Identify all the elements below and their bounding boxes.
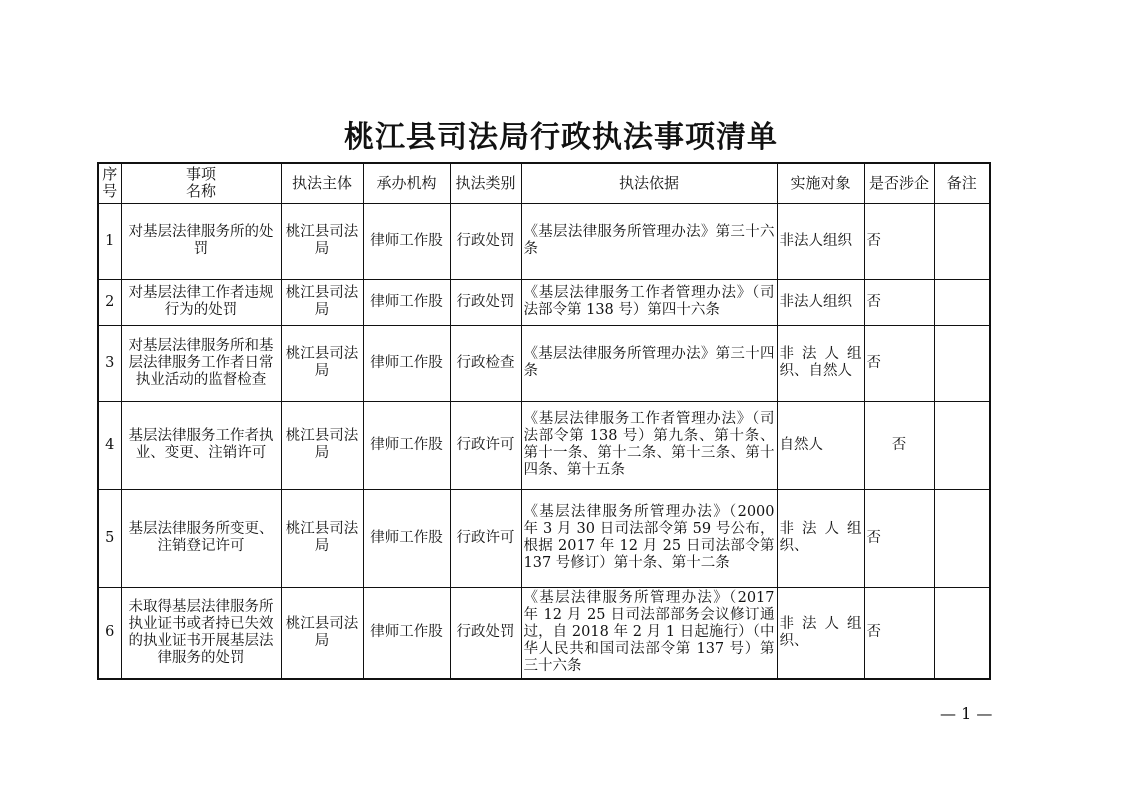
header-target: 实施对象 [777,163,864,203]
cell-basis: 《基层法律服务所管理办法》（2000 年 3 月 30 日司法部令第 59 号公布，根据 2017 年 12 月 25 日司法部令第 137 号修订）第十条、第十二条 [521,489,777,587]
cell-item-name: 未取得基层法律服务所执业证书或者持已失效的执业证书开展基层法律服务的处罚 [121,587,281,679]
header-item-name: 事项 名称 [121,163,281,203]
cell-category: 行政处罚 [450,279,521,325]
cell-seq: 6 [98,587,121,679]
cell-org: 律师工作股 [363,587,450,679]
cell-remark [934,401,990,489]
cell-basis: 《基层法律服务所管理办法》（2017 年 12 月 25 日司法部部务会议修订通过，自 2018 年 2 月 1 日起施行）（中华人民共和国司法部令第 137 号）第三十六条 [521,587,777,679]
cell-item-name: 对基层法律服务所和基层法律服务工作者日常执业活动的监督检查 [121,325,281,401]
cell-enterprise: 否 [864,203,934,279]
cell-target: 非法人组织 [777,279,864,325]
cell-remark [934,279,990,325]
header-basis: 执法依据 [521,163,777,203]
cell-item-name: 对基层法律服务所的处罚 [121,203,281,279]
cell-remark [934,587,990,679]
cell-enterprise: 否 [864,325,934,401]
cell-target: 非法人组织、自然人 [777,325,864,401]
cell-item-name: 基层法律服务工作者执业、变更、注销许可 [121,401,281,489]
cell-target: 非法人组织 [777,203,864,279]
cell-target: 自然人 [777,401,864,489]
cell-remark [934,325,990,401]
document-title: 桃江县司法局行政执法事项清单 [344,120,778,155]
table-row [98,489,990,587]
cell-subject: 桃江县司法局 [281,325,363,401]
cell-subject: 桃江县司法局 [281,587,363,679]
header-org: 承办机构 [363,163,450,203]
cell-target: 非法人组织、 [777,587,864,679]
cell-org: 律师工作股 [363,203,450,279]
cell-enterprise: 否 [864,401,934,489]
cell-basis: 《基层法律服务所管理办法》第三十四条 [521,325,777,401]
header-enterprise: 是否涉企 [864,163,934,203]
cell-item-name: 对基层法律工作者违规行为的处罚 [121,279,281,325]
cell-seq: 4 [98,401,121,489]
cell-enterprise: 否 [864,587,934,679]
cell-enterprise: 否 [864,489,934,587]
cell-remark [934,489,990,587]
cell-item-name: 基层法律服务所变更、注销登记许可 [121,489,281,587]
cell-basis: 《基层法律服务所管理办法》第三十六条 [521,203,777,279]
cell-org: 律师工作股 [363,325,450,401]
cell-org: 律师工作股 [363,279,450,325]
cell-subject: 桃江县司法局 [281,489,363,587]
cell-subject: 桃江县司法局 [281,203,363,279]
table-row [98,325,990,401]
cell-category: 行政处罚 [450,203,521,279]
cell-category: 行政检查 [450,325,521,401]
cell-subject: 桃江县司法局 [281,279,363,325]
table-row [98,401,990,489]
cell-seq: 5 [98,489,121,587]
cell-org: 律师工作股 [363,489,450,587]
cell-target: 非法人组织、 [777,489,864,587]
page-number: — 1 — [940,704,993,723]
cell-subject: 桃江县司法局 [281,401,363,489]
table-row [98,279,990,325]
cell-remark [934,203,990,279]
table-header-row [98,163,990,203]
header-category: 执法类别 [450,163,521,203]
cell-category: 行政许可 [450,489,521,587]
table-row [98,203,990,279]
table-row [98,587,990,679]
cell-category: 行政处罚 [450,587,521,679]
cell-category: 行政许可 [450,401,521,489]
cell-seq: 3 [98,325,121,401]
cell-basis: 《基层法律服务工作者管理办法》（司法部令第 138 号）第九条、第十条、第十一条、第十二条、第十三条、第十四条、第十五条 [521,401,777,489]
cell-seq: 1 [98,203,121,279]
header-subject: 执法主体 [281,163,363,203]
cell-basis: 《基层法律服务工作者管理办法》（司法部令第 138 号）第四十六条 [521,279,777,325]
enforcement-items-table [97,162,991,680]
cell-org: 律师工作股 [363,401,450,489]
cell-enterprise: 否 [864,279,934,325]
header-remark: 备注 [934,163,990,203]
cell-seq: 2 [98,279,121,325]
header-seq: 序 号 [98,163,121,203]
